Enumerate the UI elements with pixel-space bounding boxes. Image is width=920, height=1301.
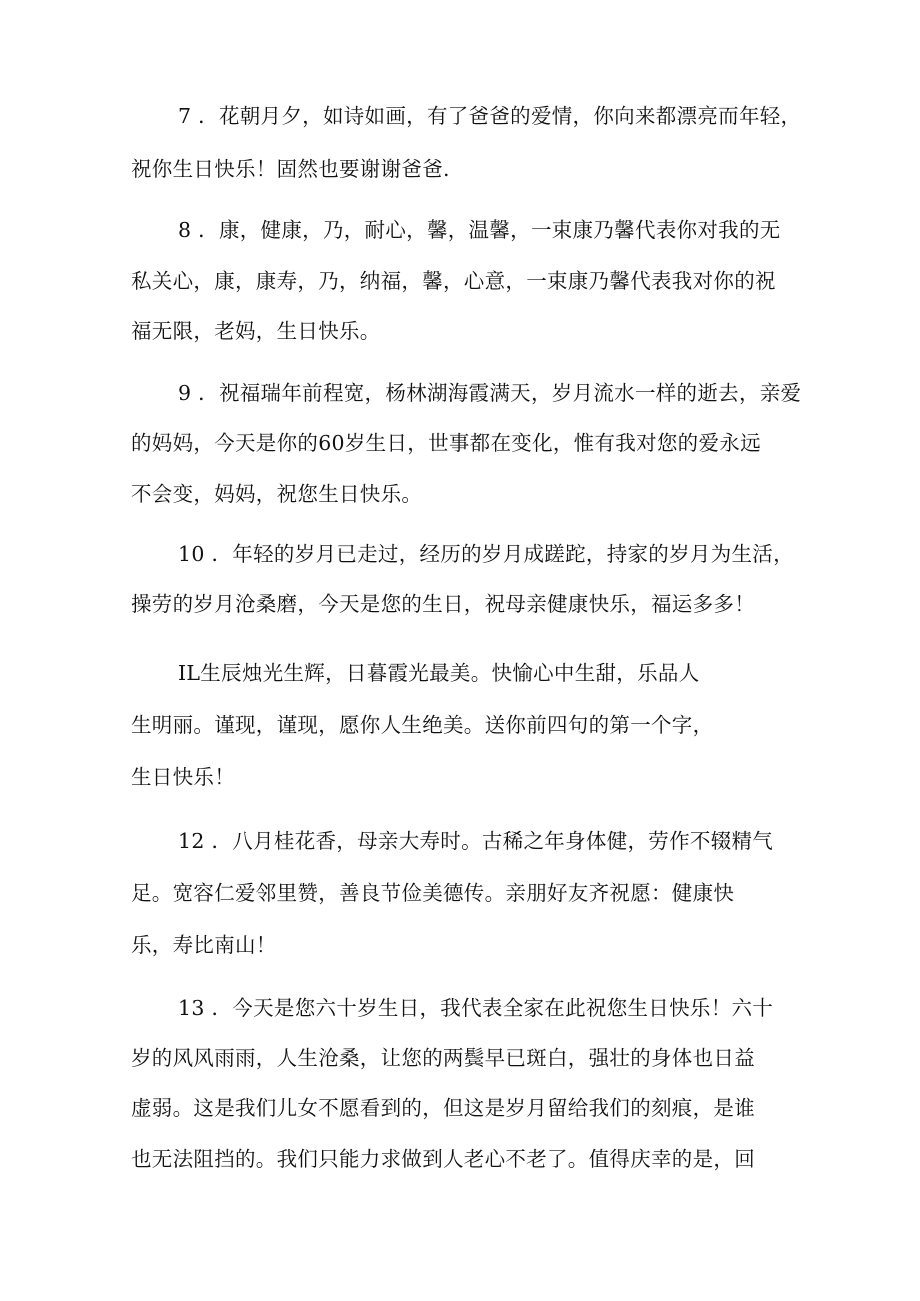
paragraph-13-line-4: 也无法阻挡的。我们只能力求做到人老心不老了。值得庆幸的是，回 xyxy=(131,1147,755,1171)
paragraph-7-line-2: 祝你生日快乐！固然也要谢谢爸爸. xyxy=(131,157,450,181)
paragraph-8-line-2: 私关心，康，康寿，乃，纳福，馨，心意，一束康乃馨代表我对你的祝 xyxy=(131,269,776,293)
paragraph-7-line-1: 7 ．花朝月夕，如诗如画，有了爸爸的爱情，你向来都漂亮而年轻， xyxy=(178,104,802,128)
paragraph-9-line-3: 不会变，妈妈，祝您生日快乐。 xyxy=(131,482,423,506)
paragraph-10-line-2: 操劳的岁月沧桑磨，今天是您的生日，祝母亲健康快乐，福运多多！ xyxy=(131,592,755,616)
paragraph-9-line-2: 的妈妈，今天是你的60岁生日，世事都在变化，惟有我对您的爱永远 xyxy=(131,431,761,455)
paragraph-13-line-3: 虚弱。这是我们儿女不愿看到的，但这是岁月留给我们的刻痕，是谁 xyxy=(131,1096,755,1120)
paragraph-9-line-1: 9 ．祝福瑞年前程宽，杨林湖海霞满天，岁月流水一样的逝去，亲爱 xyxy=(178,381,802,405)
paragraph-12-line-2: 足。宽容仁爱邻里赞，善良节俭美德传。亲朋好友齐祝愿：健康快 xyxy=(131,881,735,905)
paragraph-10-line-1: 10 ．年轻的岁月已走过，经历的岁月成蹉跎，持家的岁月为生活， xyxy=(178,542,794,566)
paragraph-12-line-1: 12 ．八月桂花香，母亲大寿时。古稀之年身体健，劳作不辍精气 xyxy=(178,829,774,853)
paragraph-11-line-1: IL生辰烛光生辉，日暮霞光最美。快愉心中生甜，乐品人 xyxy=(178,661,700,685)
paragraph-13-line-2: 岁的风风雨雨，人生沧桑，让您的两鬓早已斑白，强壮的身体也日益 xyxy=(131,1046,755,1070)
paragraph-11-line-2: 生明丽。谨现，谨现，愿你人生绝美。送你前四句的第一个字， xyxy=(131,713,714,737)
paragraph-13-line-1: 13 ．今天是您六十岁生日，我代表全家在此祝您生日快乐！六十 xyxy=(178,996,774,1020)
paragraph-11-line-3: 生日快乐！ xyxy=(131,765,235,789)
paragraph-12-line-3: 乐，寿比南山！ xyxy=(131,933,277,957)
paragraph-8-line-1: 8 ．康，健康，乃，耐心，馨，温馨，一束康乃馨代表你对我的无 xyxy=(178,218,781,242)
paragraph-8-line-3: 福无限，老妈，生日快乐。 xyxy=(131,319,381,343)
